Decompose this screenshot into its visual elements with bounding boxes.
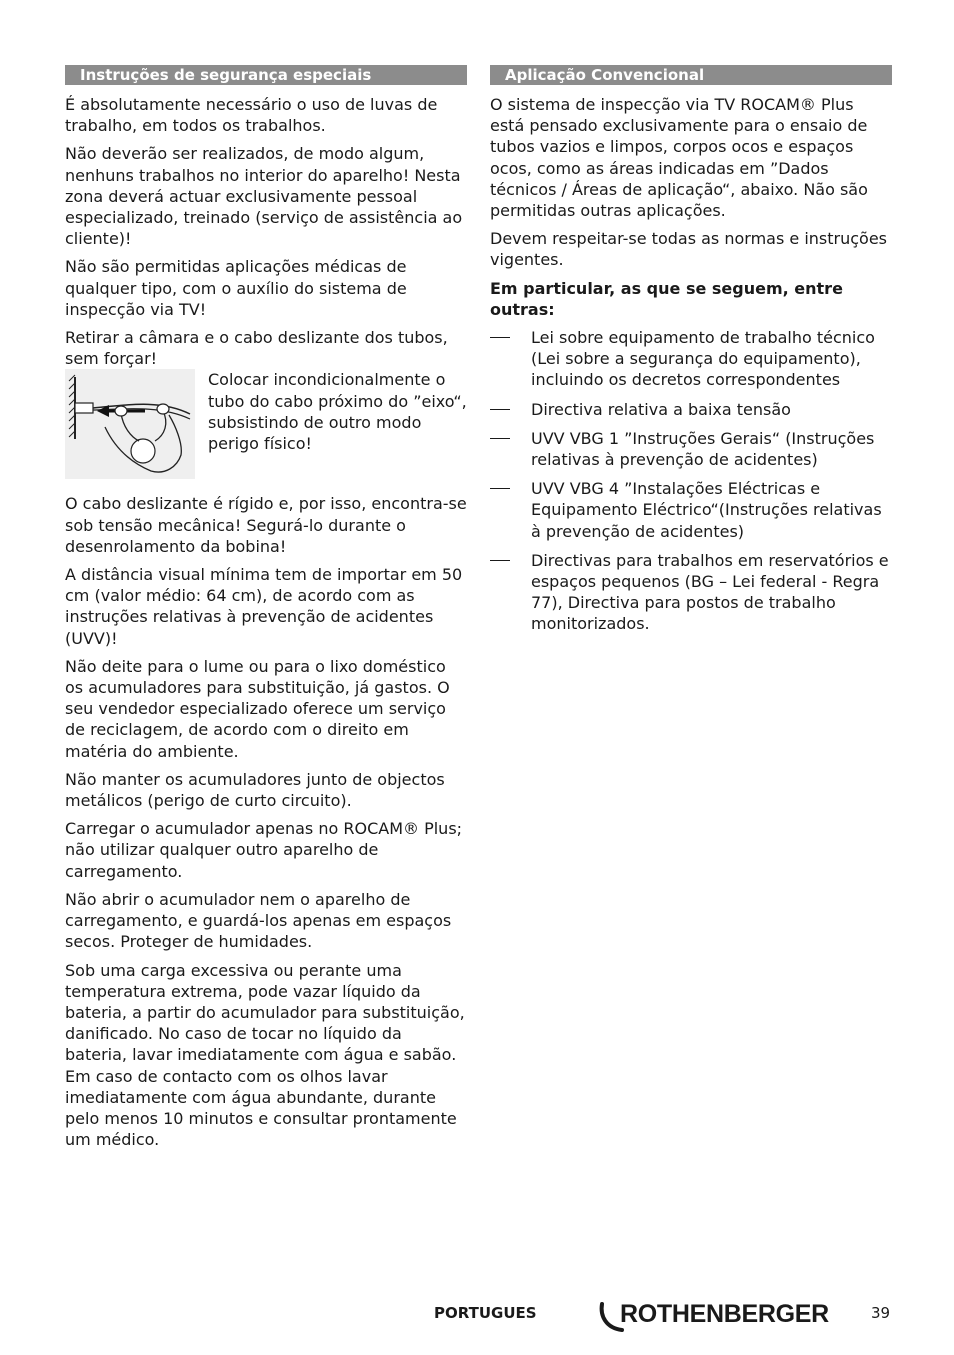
dash-icon <box>490 438 510 439</box>
paragraph: Não manter os acumuladores junto de objectos metálicos (perigo de curto circuito). <box>65 769 445 811</box>
list-item: UVV VBG 4 ”Instalações Eléctricas e Equipamento Eléctrico“(Instruções relativas à prevenção de acidentes) <box>490 478 892 542</box>
dash-icon <box>490 409 510 410</box>
list-item: Directiva relativa a baixa tensão <box>490 399 892 420</box>
paragraph: Em caso de contacto com os olhos lavar imediatamente com água abundante, durante pelo menos 10 minutos e consultar prontamente um médico. <box>65 1066 457 1150</box>
paragraph: Devem respeitar-se todas as normas e instruções vigentes. <box>490 229 887 270</box>
right-column <box>490 65 892 643</box>
rothenberger-logo <box>598 1300 838 1334</box>
regulations-list <box>490 327 892 635</box>
section-header-application: Aplicação Convencional <box>490 65 892 85</box>
bold-intro: Em particular, as que se seguem, entre outras: <box>490 278 843 319</box>
paragraph: Não são permitidas aplicações médicas de qualquer tipo, com o auxílio do sistema de inspecção via TV! <box>65 257 407 319</box>
dash-icon <box>490 337 510 338</box>
dash-icon <box>490 560 510 561</box>
list-item: Directivas para trabalhos em reservatórios e espaços pequenos (BG – Lei federal - Regra 77), Directiva para postos de trabalho monitorizados. <box>490 550 892 635</box>
paragraph: Não abrir o acumulador nem o aparelho de carregamento, e guardá-los apenas em espaços secos. Proteger de humidades. <box>65 889 452 952</box>
list-item: Lei sobre equipamento de trabalho técnico (Lei sobre a segurança do equipamento), incluindo os decretos correspondentes <box>490 327 892 391</box>
paragraph: É absolutamente necessário o uso de luvas de trabalho, em todos os trabalhos. <box>65 95 438 136</box>
paragraph: Não deite para o lume ou para o lixo doméstico os acumuladores para substituição, já gastos. O seu vendedor especializado oferece um serviço de reciclagem, de acordo com o direito em matéria do ambiente. <box>65 656 450 761</box>
left-column <box>65 65 467 1157</box>
paragraph: A distância visual mínima tem de importar em 50 cm (valor médio: 64 cm), de acordo com as instruções relativas à prevenção de acidentes (UVV)! <box>65 565 463 648</box>
paragraph: O cabo deslizante é rígido e, por isso, encontra-se sob tensão mecânica! Segurá-lo durante o desenrolamento da bobina! <box>65 494 467 556</box>
figure-block <box>65 369 467 479</box>
paragraph: Retirar a câmara e o cabo deslizante dos tubos, sem forçar! <box>65 328 448 369</box>
paragraph: Carregar o acumulador apenas no ROCAM® Plus; não utilizar qualquer outro aparelho de carregamento. <box>65 819 463 881</box>
page-number: 39 <box>871 1304 891 1322</box>
figure-caption: Colocar incondicionalmente o tubo do cabo próximo do ”eixo“, subsistindo de outro modo perigo físico! <box>208 370 467 454</box>
list-item: UVV VBG 1 ”Instruções Gerais“ (Instruções relativas à prevenção de acidentes) <box>490 428 892 470</box>
paragraph: O sistema de inspecção via TV ROCAM® Plus está pensado exclusivamente para o ensaio de tubos vazios e limpos, corpos ocos e espaços ocos, como as áreas indicadas em ”Dados técnicos / Áreas de aplicação“, abaixo. Não são permitidas outras aplicações. <box>490 95 868 221</box>
dash-icon <box>490 488 510 489</box>
section-header-safety: Instruções de segurança especiais <box>65 65 467 85</box>
cable-handling-illustration <box>65 369 195 479</box>
paragraph: Não deverão ser realizados, de modo algum, nenhuns trabalhos no interior do aparelho! Nesta zona deverá actuar exclusivamente pessoal especializado, treinado (serviço de assistência ao cliente)! <box>65 144 463 249</box>
footer-language: PORTUGUES <box>434 1304 537 1322</box>
brand-name: ROTHENBERGER <box>620 1300 829 1328</box>
paragraph: Sob uma carga excessiva ou perante uma temperatura extrema, pode vazar líquido da bateria, a partir do acumulador para substituição, danificado. No caso de tocar no líquido da bateria, lavar imediatamente com água e sabão. <box>65 960 465 1065</box>
